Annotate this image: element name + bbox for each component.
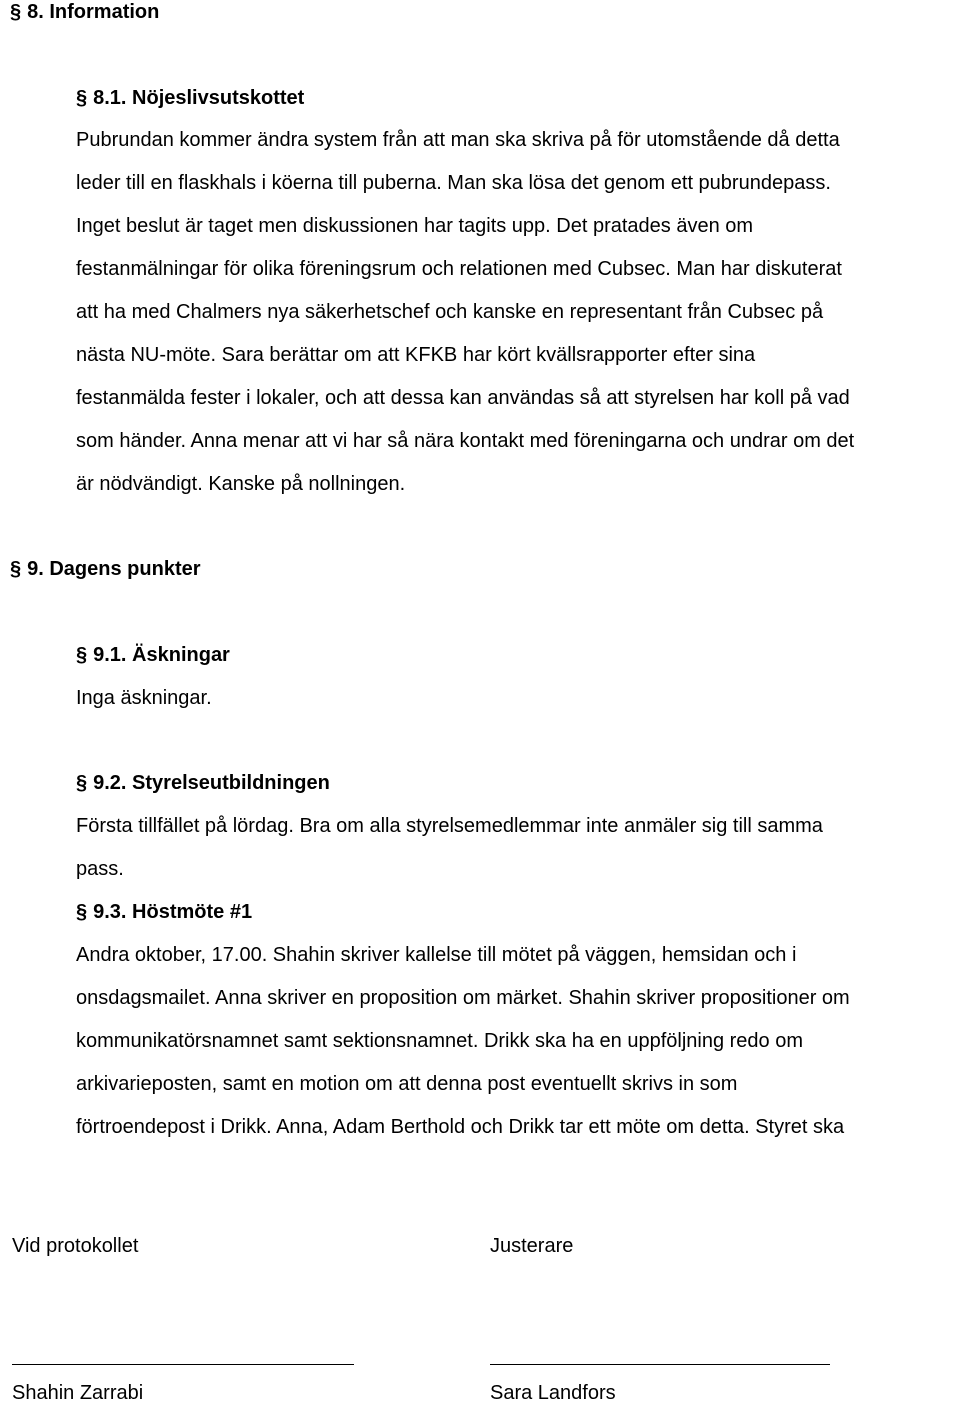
subsection-8-1-heading bbox=[76, 86, 304, 110]
subsection-9-2-heading bbox=[76, 771, 330, 795]
paragraph-line: leder till en flaskhals i köerna till puberna. Man ska lösa det genom ett pubrundepass. bbox=[76, 172, 831, 194]
section-symbol: § bbox=[76, 901, 88, 923]
subsection-9-1-heading bbox=[76, 643, 230, 667]
paragraph-line: kommunikatörsnamnet samt sektionsnamnet. Drikk ska ha en uppföljning redo om bbox=[76, 1030, 804, 1052]
section-symbol: § bbox=[10, 1, 22, 23]
paragraph-line: Andra oktober, 17.00. Shahin skriver kallelse till mötet på väggen, hemsidan och i bbox=[76, 944, 797, 966]
paragraph-line: pass. bbox=[76, 858, 124, 880]
paragraph-line: arkivarieposten, samt en motion om att denna post eventuellt skrivs in som bbox=[76, 1073, 738, 1095]
paragraph-line: Inga äskningar. bbox=[76, 687, 212, 709]
paragraph-line: att ha med Chalmers nya säkerhetschef och kanske en representant från Cubsec på bbox=[76, 301, 824, 323]
subsection-8-1-title: 8.1. Nöjeslivsutskottet bbox=[93, 87, 305, 109]
section-9-title: 9. Dagens punkter bbox=[27, 558, 201, 580]
paragraph-line: förtroendepost i Drikk. Anna, Adam Berthold och Drikk tar ett möte om detta. Styret ska bbox=[76, 1116, 845, 1138]
subsection-9-3-heading bbox=[76, 900, 252, 924]
signature-line-left bbox=[12, 1364, 354, 1365]
section-symbol: § bbox=[76, 644, 88, 666]
subsection-9-2-title: 9.2. Styrelseutbildningen bbox=[93, 772, 330, 794]
subsection-9-1-title: 9.1. Äskningar bbox=[93, 644, 230, 666]
paragraph-line: Första tillfället på lördag. Bra om alla styrelsemedlemmar inte anmäler sig till samma bbox=[76, 815, 823, 837]
section-symbol: § bbox=[76, 772, 88, 794]
paragraph-line: som händer. Anna menar att vi har så nära kontakt med föreningarna och undrar om det bbox=[76, 430, 855, 452]
section-8-title: 8. Information bbox=[27, 1, 160, 23]
signature-right-label: Justerare bbox=[490, 1235, 574, 1257]
signature-left-name: Shahin Zarrabi bbox=[12, 1382, 144, 1404]
paragraph-line: onsdagsmailet. Anna skriver en proposition om märket. Shahin skriver propositioner om bbox=[76, 987, 850, 1009]
paragraph-line: festanmälda fester i lokaler, och att dessa kan användas så att styrelsen har koll på vad bbox=[76, 387, 850, 409]
paragraph-line: Inget beslut är taget men diskussionen har tagits upp. Det pratades även om bbox=[76, 215, 754, 237]
signature-left-label: Vid protokollet bbox=[12, 1235, 139, 1257]
paragraph-line: festanmälningar för olika föreningsrum och relationen med Cubsec. Man har diskuterat bbox=[76, 258, 842, 280]
signature-right-name: Sara Landfors bbox=[490, 1382, 616, 1404]
section-symbol: § bbox=[10, 558, 22, 580]
paragraph-line: är nödvändigt. Kanske på nollningen. bbox=[76, 473, 406, 495]
subsection-9-3-title: 9.3. Höstmöte #1 bbox=[93, 901, 253, 923]
section-symbol: § bbox=[76, 87, 88, 109]
paragraph-line: Pubrundan kommer ändra system från att man ska skriva på för utomstående då detta bbox=[76, 129, 840, 151]
signature-line-right bbox=[490, 1364, 830, 1365]
paragraph-line: nästa NU-möte. Sara berättar om att KFKB har kört kvällsrapporter efter sina bbox=[76, 344, 756, 366]
section-9-heading bbox=[10, 557, 201, 581]
section-8-heading bbox=[10, 0, 159, 24]
